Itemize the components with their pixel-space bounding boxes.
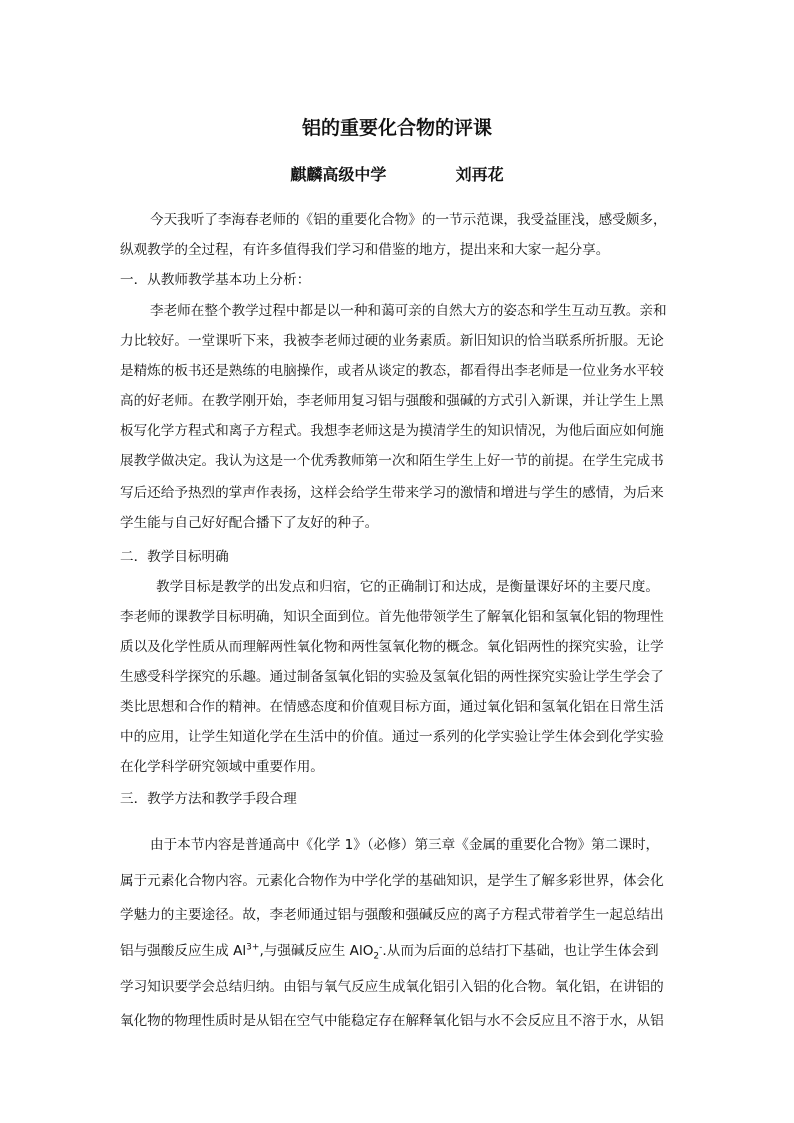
school-name: 麒麟高级中学: [290, 165, 387, 184]
paragraph-line: 教学目标是教学的出发点和归宿，它的正确制订和达成，是衡量课好坏的主要尺度。: [156, 579, 659, 595]
author-line: [0, 162, 794, 185]
author-name: 刘再花: [455, 165, 504, 184]
paragraph-line: 生感受科学探究的乐趣。通过制备氢氧化铝的实验及氢氧化铝的两性探究实验让学生学会了: [120, 669, 664, 685]
paragraph-line: 力比较好。一堂课听下来，我被李老师过硬的业务素质。新旧知识的恰当联系所折服。无论: [120, 333, 664, 349]
paragraph-line: 纵观教学的全过程，有许多值得我们学习和借鉴的地方，提出来和大家一起分享。: [120, 242, 610, 258]
paragraph-line: 板写化学方程式和离子方程式。我想李老师这是为摸清学生的知识情况，为他后面应如何施: [120, 423, 664, 439]
paragraph-line: 高的好老师。在教学刚开始，李老师用复习铝与强酸和强碱的方式引入新课，并让学生上黑: [120, 393, 664, 409]
paragraph-line: 李老师的课教学目标明确，知识全面到位。首先他带领学生了解氧化铝和氢氧化铝的物理性: [120, 609, 664, 625]
paragraph-line: 学生能与自己好好配合播下了友好的种子。: [120, 515, 379, 531]
text-run: ,与强碱反应生 AlO: [259, 943, 374, 959]
paragraph-line: 中的应用，让学生知道化学在生活中的价值。通过一系列的化学实验让学生体会到化学实验: [120, 729, 664, 745]
paragraph-line: 写后还给予热烈的掌声作表扬，这样会给学生带来学习的激情和增进与学生的感情，为后来: [120, 485, 664, 501]
superscript: 3+: [246, 942, 260, 953]
document-title: 铝的重要化合物的评课: [301, 117, 492, 139]
paragraph-line: 展教学做决定。我认为这是一个优秀教师第一次和陌生学生上好一节的前提。在学生完成书: [120, 453, 664, 469]
paragraph-line: 质以及化学性质从而理解两性氧化物和两性氢氧化物的概念。氧化铝两性的探究实验，让学: [120, 639, 664, 655]
text-run: .从而为后面的总结打下基础，也让学生体会到: [382, 943, 659, 959]
paragraph-line: 氧化物的物理性质时是从铝在空气中能稳定存在解释氧化铝与水不会反应且不溶于水，从铝: [120, 1013, 664, 1029]
paragraph-line: 李老师在整个教学过程中都是以一种和蔼可亲的自然大方的姿态和学生互动互教。亲和: [150, 303, 667, 319]
paragraph-line: 由于本节内容是普通高中《化学 1》（必修）第三章《金属的重要化合物》第二课时，: [150, 837, 660, 853]
paragraph-line: 是精炼的板书还是熟练的电脑操作，或者从谈定的教态，都看得出李老师是一位业务水平较: [120, 363, 664, 379]
section-heading: 一．从教师教学基本功上分析：: [120, 272, 311, 288]
paragraph-line: 属于元素化合物内容。元素化合物作为中学化学的基础知识，是学生了解多彩世界，体会化: [120, 873, 664, 889]
paragraph-line: 在化学科学研究领域中重要作用。: [120, 759, 324, 775]
superscript: -: [379, 942, 383, 953]
subscript: 2: [373, 951, 380, 962]
paragraph-line: 今天我听了李海春老师的《铝的重要化合物》的一节示范课，我受益匪浅，感受颇多，: [150, 212, 667, 228]
paragraph-line: [120, 939, 659, 962]
paragraph-line: 学魅力的主要途径。故，李老师通过铝与强酸和强碱反应的离子方程式带着学生一起总结出: [120, 907, 664, 923]
paragraph-line: 类比思想和合作的精神。在情感态度和价值观目标方面，通过氧化铝和氢氧化铝在日常生活: [120, 699, 664, 715]
paragraph-line: 学习知识要学会总结归纳。由铝与氧气反应生成氧化铝引入铝的化合物。氧化铝，在讲铝的: [120, 979, 664, 995]
section-heading: 三．教学方法和教学手段合理: [120, 791, 297, 807]
text-run: 铝与强酸反应生成 Al: [120, 943, 247, 959]
section-heading: 二．教学目标明确: [120, 549, 229, 565]
